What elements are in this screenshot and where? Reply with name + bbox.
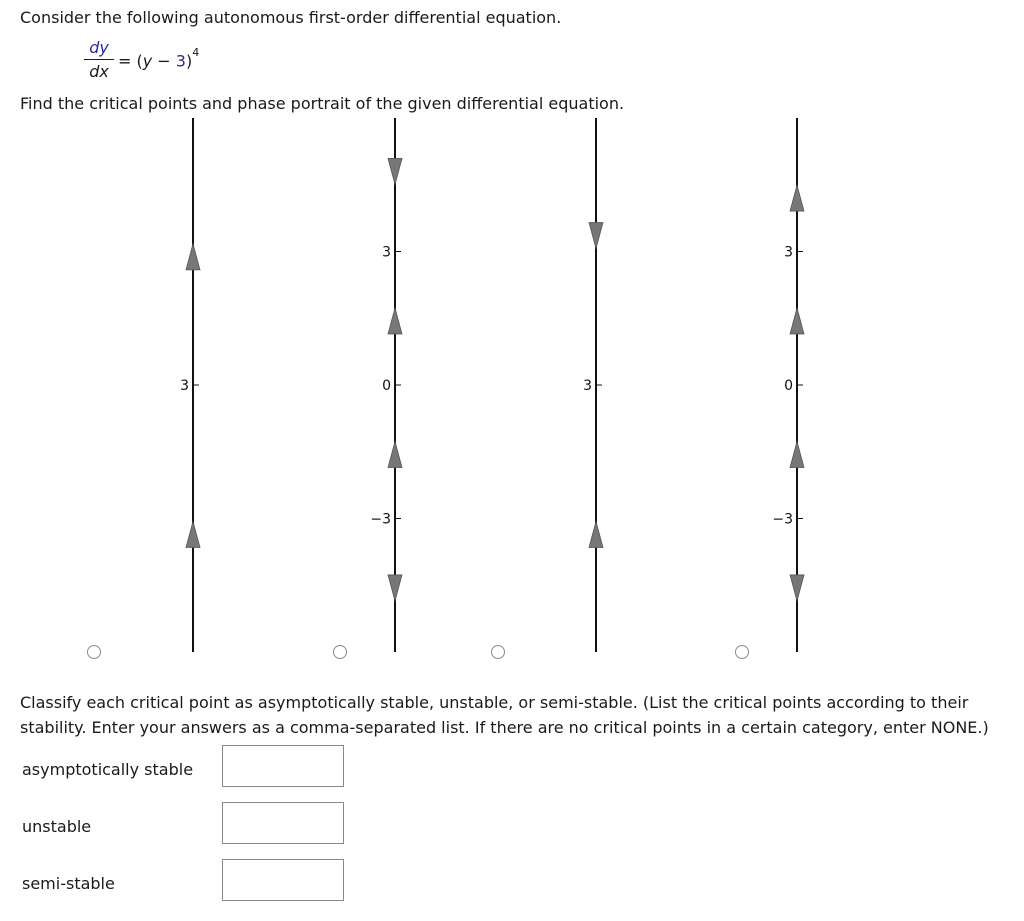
phase-portraits (0, 110, 1024, 670)
asymptotically-stable-label: asymptotically stable (22, 760, 194, 779)
phase-line-c (583, 118, 603, 652)
radio-option-d[interactable] (735, 645, 749, 659)
phase-line-a (180, 118, 200, 652)
arrow-up-icon (186, 522, 200, 548)
arrow-up-icon (790, 308, 804, 334)
fraction-bar (84, 59, 114, 60)
arrow-up-icon (790, 441, 804, 467)
fraction-numerator: dy (89, 38, 109, 57)
arrow-down-icon (388, 158, 402, 184)
question-prompt: Consider the following autonomous first-order differential equation. (20, 8, 562, 27)
tick-label: 0 (382, 378, 391, 394)
phase-line-d (772, 118, 804, 652)
instruction-text: Find the critical points and phase portrait of the given differential equation. (20, 94, 625, 113)
radio-option-b[interactable] (333, 645, 347, 659)
arrow-up-icon (790, 185, 804, 211)
tick-label: 0 (784, 378, 793, 394)
arrow-down-icon (790, 575, 804, 601)
equals-sign: = (118, 51, 132, 71)
tick-label: −3 (370, 511, 391, 528)
semi-stable-input[interactable] (222, 859, 344, 901)
tick-label: 3 (180, 378, 189, 394)
phase-line-b (370, 118, 402, 652)
arrow-up-icon (186, 244, 200, 270)
arrow-up-icon (388, 441, 402, 467)
arrow-up-icon (388, 308, 402, 334)
equation-exponent: 4 (192, 46, 200, 59)
open-paren: ( (136, 51, 143, 71)
equation-variable: y (142, 51, 153, 71)
unstable-input[interactable] (222, 802, 344, 844)
asymptotically-stable-input[interactable] (222, 745, 344, 787)
equation-right-side (118, 46, 200, 71)
equation-constant: 3 (175, 51, 186, 71)
tick-label: 3 (583, 378, 592, 394)
tick-label: −3 (772, 511, 793, 528)
radio-option-c[interactable] (491, 645, 505, 659)
minus-sign: − (152, 51, 176, 71)
arrow-down-icon (589, 222, 603, 248)
fraction-denominator: dx (89, 62, 109, 81)
tick-label: 3 (784, 244, 793, 261)
radio-option-a[interactable] (87, 645, 101, 659)
arrow-down-icon (388, 575, 402, 601)
tick-label: 3 (382, 244, 391, 261)
classification-instruction: Classify each critical point as asymptotically stable, unstable, or semi-stable. (List the critical points according to their stability. Enter your answers as a comma-separated list. If there are no critical points in a certain category, enter NONE.) (20, 693, 989, 737)
semi-stable-label: semi-stable (22, 874, 115, 893)
unstable-label: unstable (22, 817, 92, 836)
arrow-up-icon (589, 522, 603, 548)
close-paren: ) (185, 51, 193, 71)
